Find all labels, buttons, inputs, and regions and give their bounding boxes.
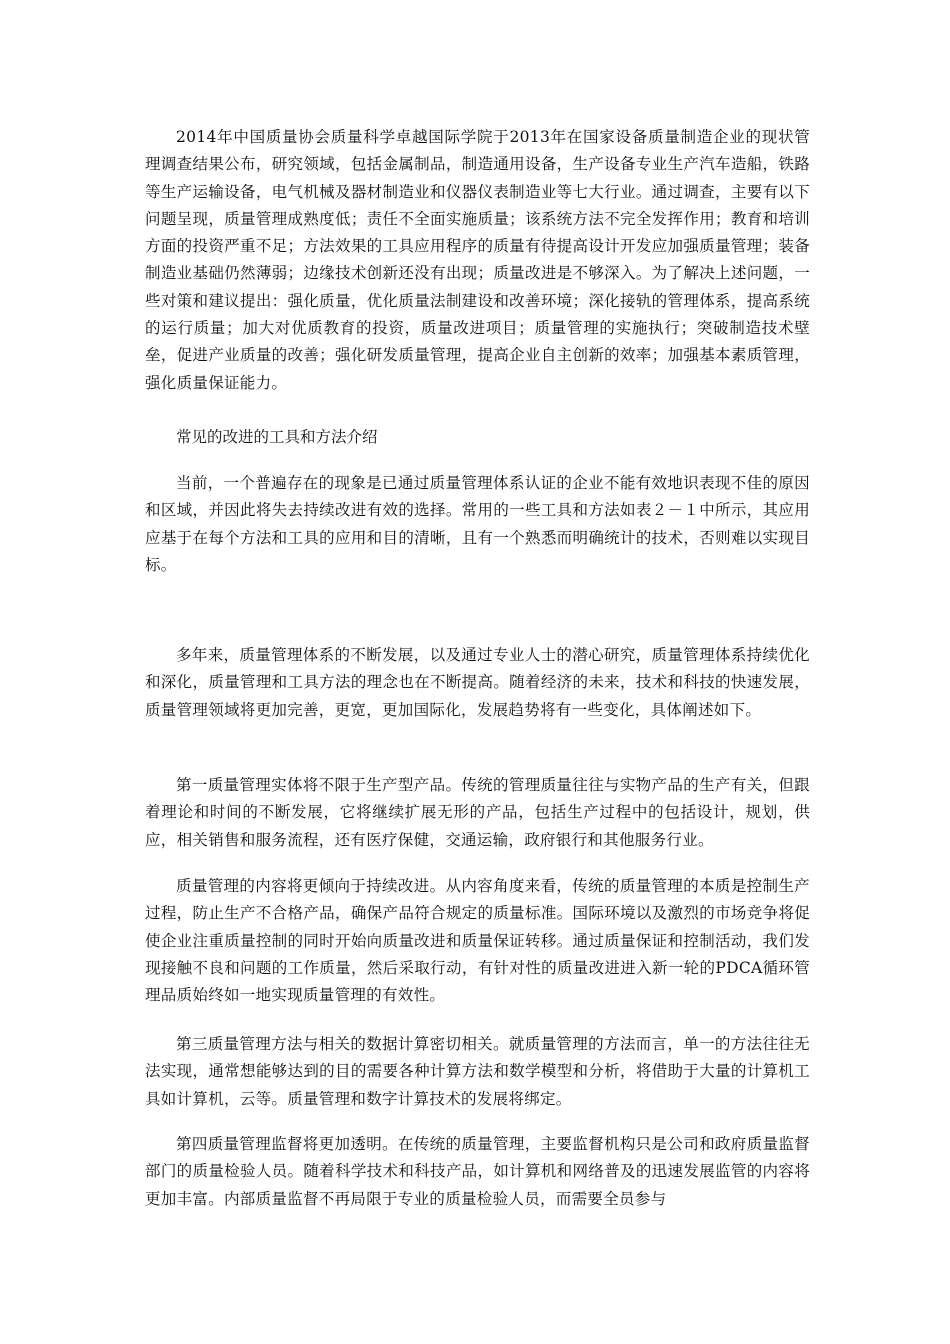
- paragraph-survey-results: 2014年中国质量协会质量科学卓越国际学院于2013年在国家设备质量制造企业的现状管理调查结果公布，研究领域，包括金属制品，制造通用设备，生产设备专业生产汽车造船，铁路等生产运输设备，电气机械及器材制造业和仪器仪表制造业等七大行业。通过调查，主要有以下问题呈现，质量管理成熟度低；责任不全面实施质量；该系统方法不完全发挥作用；教育和培训方面的投资严重不足；方法效果的工具应用程序的质量有待提高设计开发应加强质量管理；装备制造业基础仍然薄弱；边缘技术创新还没有出现；质量改进是不够深入。为了解决上述问题，一些对策和建议提出：强化质量，优化质量法制建设和改善环境；深化接轨的管理体系，提高系统的运行质量；加大对优质教育的投资，质量改进项目；质量管理的实施执行；突破制造技术壁垒，促进产业质量的改善；强化研发质量管理，提高企业自主创新的效率；加强基本素质管理，强化质量保证能力。: [145, 128, 810, 392]
- paragraph-trend-one: 第一质量管理实体将不限于生产型产品。传统的管理质量往往与实物产品的生产有关，但跟着理论和时间的不断发展，它将继续扩展无形的产品，包括生产过程中的包括设计，规划，供应，相关销售和服务流程，还有医疗保健，交通运输，政府银行和其他服务行业。: [145, 776, 810, 849]
- paragraph-development-trends: 多年来，质量管理体系的不断发展，以及通过专业人士的潜心研究，质量管理体系持续优化和深化，质量管理和工具方法的理念也在不断提高。随着经济的未来，技术和科技的快速发展，质量管理领域将更加完善，更宽，更加国际化，发展趋势将有一些变化，具体阐述如下。: [145, 646, 810, 719]
- paragraph-current-phenomenon: 当前，一个普遍存在的现象是已通过质量管理体系认证的企业不能有效地识表现不佳的原因和区域，并因此将失去持续改进有效的选择。常用的一些工具和方法如表２－１中所示，其应用应基于在每个方法和工具的应用和目的清晰，且有一个熟悉而明确统计的技术，否则难以实现目标。: [145, 474, 810, 574]
- section-heading-tools-methods: 常见的改进的工具和方法介绍: [176, 428, 378, 446]
- paragraph-trend-three: 第三质量管理方法与相关的数据计算密切相关。就质量管理的方法而言，单一的方法往往无法实现，通常想能够达到的目的需要各种计算方法和数学模型和分析，将借助于大量的计算机工具如计算机，云等。质量管理和数字计算技术的发展将绑定。: [145, 1035, 810, 1108]
- paragraph-trend-four: 第四质量管理监督将更加透明。在传统的质量管理，主要监督机构只是公司和政府质量监督部门的质量检验人员。随着科学技术和科技产品，如计算机和网络普及的迅速发展监管的内容将更加丰富。内部质量监督不再局限于专业的质量检验人员，而需要全员参与: [145, 1135, 810, 1208]
- paragraph-trend-continuous-improvement: 质量管理的内容将更倾向于持续改进。从内容角度来看，传统的质量管理的本质是控制生产过程，防止生产不合格产品，确保产品符合规定的质量标准。国际环境以及激烈的市场竞争将促使企业注重质量控制的同时开始向质量改进和质量保证转移。通过质量保证和控制活动，我们发现接触不良和问题的工作质量，然后采取行动，有针对性的质量改进进入新一轮的PDCA循环管理品质始终如一地实现质量管理的有效性。: [145, 877, 810, 1005]
